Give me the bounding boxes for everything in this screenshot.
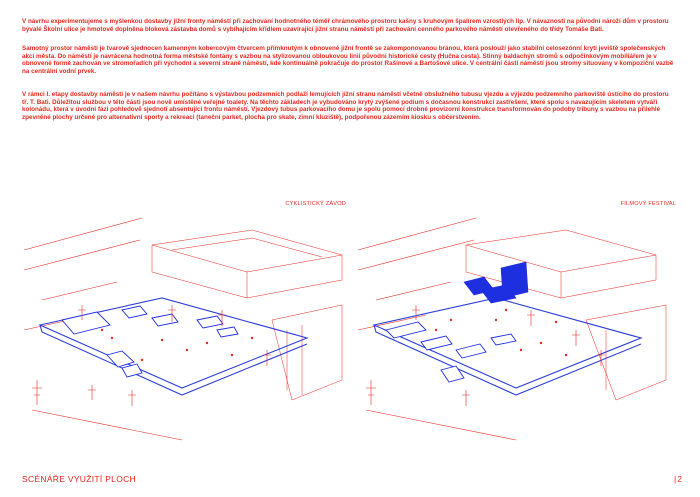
scene-caption-cycling: CYKLISTICKÝ ZÁVOD — [285, 201, 346, 207]
square-description-paragraph: Samotný prostor náměstí je tvarově sjednocen kamenným kobercovým čtvercem přímknutým k obnovené jižní frontě se zakomponovanou bránou, která poslouží jako stabilní celosezónní krytí jeviště společenských akcí města. Do náměstí je navrácena hodnotná forma městské fontány s vazbou na stylizovanou obloukovou linii původní historické cesty (Hučna cesta). Stinný baldachýn stromů s odpočinkovým mobiliářem je v obnovené formě zachován ve stromořadích při východní a severní straně náměstí, kde kontinuálně pokračuje do prostor Rašínové a Bartošové ulice. V centrální části náměstí jsou stromy situovány v kompoziční vazbě na centrální vodní prvek. — [22, 45, 674, 75]
buildings — [152, 230, 342, 400]
screen-and-tribune — [464, 262, 528, 303]
scene-drawing-cycling — [22, 210, 352, 450]
footer-title: SCÉNÁŘE VYUŽITÍ PLOCH — [22, 474, 136, 484]
square-outline — [374, 298, 641, 395]
event-blocks — [62, 306, 238, 377]
square-outline — [40, 298, 307, 395]
event-blocks — [386, 322, 516, 382]
page-number: |2 — [674, 474, 682, 484]
scene-drawing-film — [356, 210, 686, 450]
intro-paragraph: V návrhu experimentujeme s myšlenkou dostavby jižní fronty náměstí při zachování hodnotného téměř chrámového prostoru kašny s kruhovým špalírem vzrostlých lip. V návaznosti na původní nároží dům v prostoru bývalé Školní ulice je hmotově doplněna bloková zástavba domů s vybíhajícím křídlem uzavírající jižní stranu náměstí při zachování cenného parkového náměstí otevřeného do třídy Tomáše Bati. — [22, 18, 669, 33]
page-number-value: 2 — [677, 474, 682, 484]
scene-caption-film: FILMOVÝ FESTIVAL — [620, 201, 676, 207]
first-stage-paragraph: V rámci I. etapy dostavby náměstí je v našem návrhu počítáno s výstavbou podzemních podlaží lemujících jižní stranu náměstí včetně obslužného tubusu vjezdu a výjezdu podzemního parkoviště ústícího do prostoru tř. T. Bati. Důležitou službou v této části jsou nově umístěné veřejné toalety. Na těchto základech je vybudováno krytý zvýšené podium s dočasnou konstrukcí zastřešení, které spolu s navazujícím skeletem vytváří kolonádu, která v úvodní fázi pohledově sjednotí absentující frontu náměstí. Vjezdový tubus parkovacího domu je spolu pomocí drobné provizorní konstrukce transformován do podoby tribuny s vazbou na přilehlé zpevněné plochy určené pro alternativní sporty a rekreaci (taneční parket, plocha pro skate, zimní kluziště), podpořenou zázemím kiosku s občerstvením. — [22, 91, 669, 121]
people-dots — [435, 309, 567, 356]
